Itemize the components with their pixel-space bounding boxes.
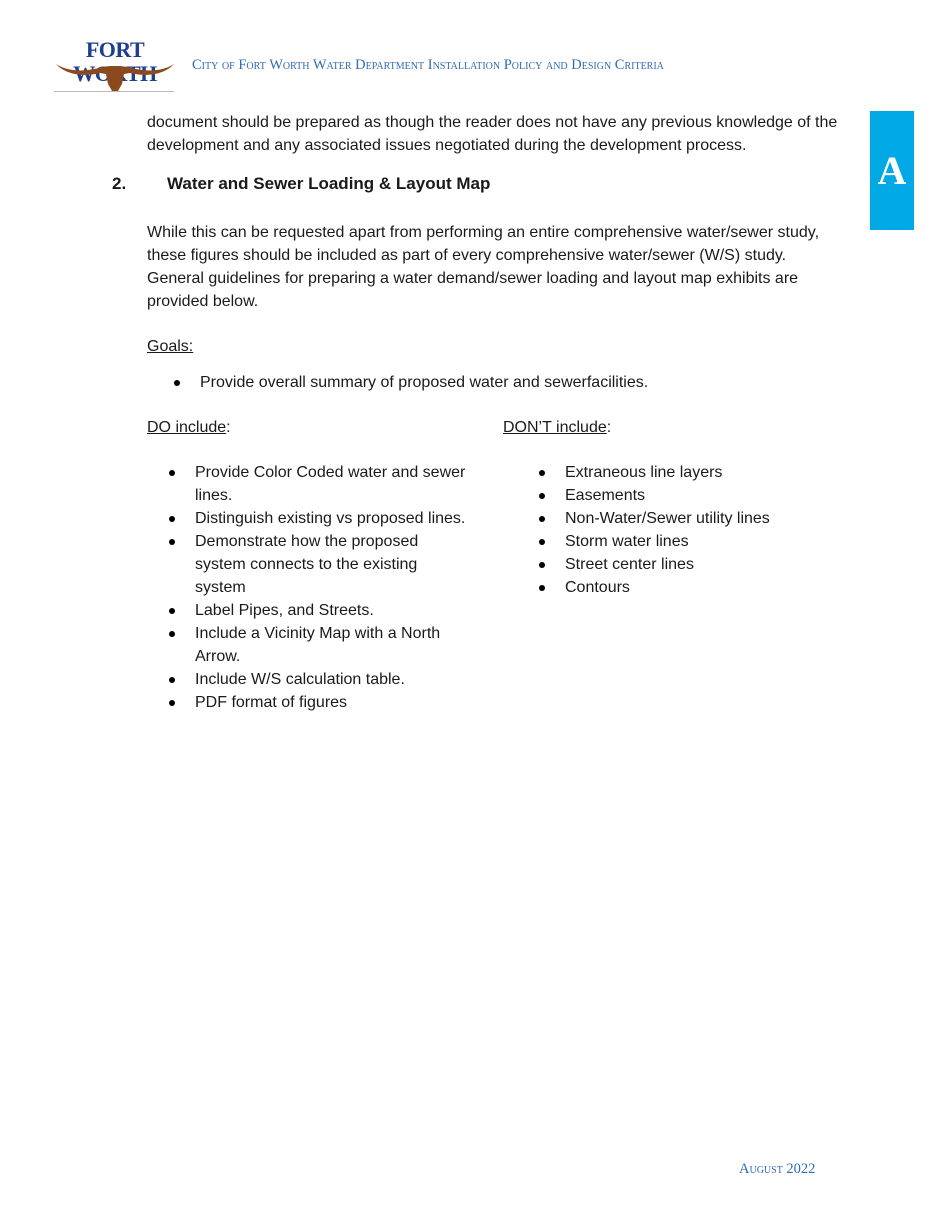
- do-include-colon: :: [226, 419, 231, 436]
- goal-item: Provide overall summary of proposed water and sewerfacilities.: [172, 371, 822, 394]
- dont-include-item: Contours: [537, 576, 837, 599]
- dont-include-label: [503, 416, 611, 439]
- longhorn-icon: [54, 58, 176, 92]
- do-include-item: Demonstrate how the proposed system connects to the existing system: [167, 530, 467, 599]
- goals-label: Goals:: [147, 338, 194, 355]
- fort-worth-logo: [54, 38, 176, 92]
- do-include-text: DO include: [147, 419, 227, 436]
- page-header-title: City of Fort Worth Water Department Installation Policy and Design Criteria: [192, 57, 664, 73]
- dont-include-item: Non-Water/Sewer utility lines: [537, 507, 837, 530]
- dont-include-text: DON’T include: [503, 419, 607, 436]
- section-number: 2.: [112, 174, 127, 193]
- dont-include-item: Extraneous line layers: [537, 461, 837, 484]
- dont-include-list: [537, 461, 837, 599]
- do-include-item: Include W/S calculation table.: [167, 668, 467, 691]
- section-heading: Water and Sewer Loading & Layout Map: [167, 174, 491, 193]
- do-include-label: [147, 416, 231, 439]
- section-tab-a: A: [870, 111, 914, 230]
- dont-include-colon: :: [606, 419, 612, 436]
- logo-wordmark: FORT: [85, 37, 145, 62]
- goals-list: [172, 371, 822, 394]
- dont-include-item: Easements: [537, 484, 837, 507]
- do-include-item: Include a Vicinity Map with a North Arrow.: [167, 622, 467, 668]
- do-include-item: Provide Color Coded water and sewer lines.: [167, 461, 467, 507]
- dont-include-item: Street center lines: [537, 553, 837, 576]
- footer-date: August 2022: [739, 1161, 816, 1177]
- do-include-item: Label Pipes, and Streets.: [167, 599, 467, 622]
- logo-divider: [54, 91, 174, 92]
- do-include-item: Distinguish existing vs proposed lines.: [167, 507, 467, 530]
- intro-paragraph: While this can be requested apart from performing an entire comprehensive water/sewer study, these figures should be included as part of every comprehensive water/sewer (W/S) study. General guidelines for preparing a water demand/sewer loading and layout map exhibits are provided below.: [147, 224, 820, 310]
- dont-include-item: Storm water lines: [537, 530, 837, 553]
- do-include-item: PDF format of figures: [167, 691, 467, 714]
- do-include-list: [167, 461, 467, 714]
- continued-paragraph: document should be prepared as though the reader does not have any previous knowledge of the development and any associated issues negotiated during the development process.: [147, 114, 838, 154]
